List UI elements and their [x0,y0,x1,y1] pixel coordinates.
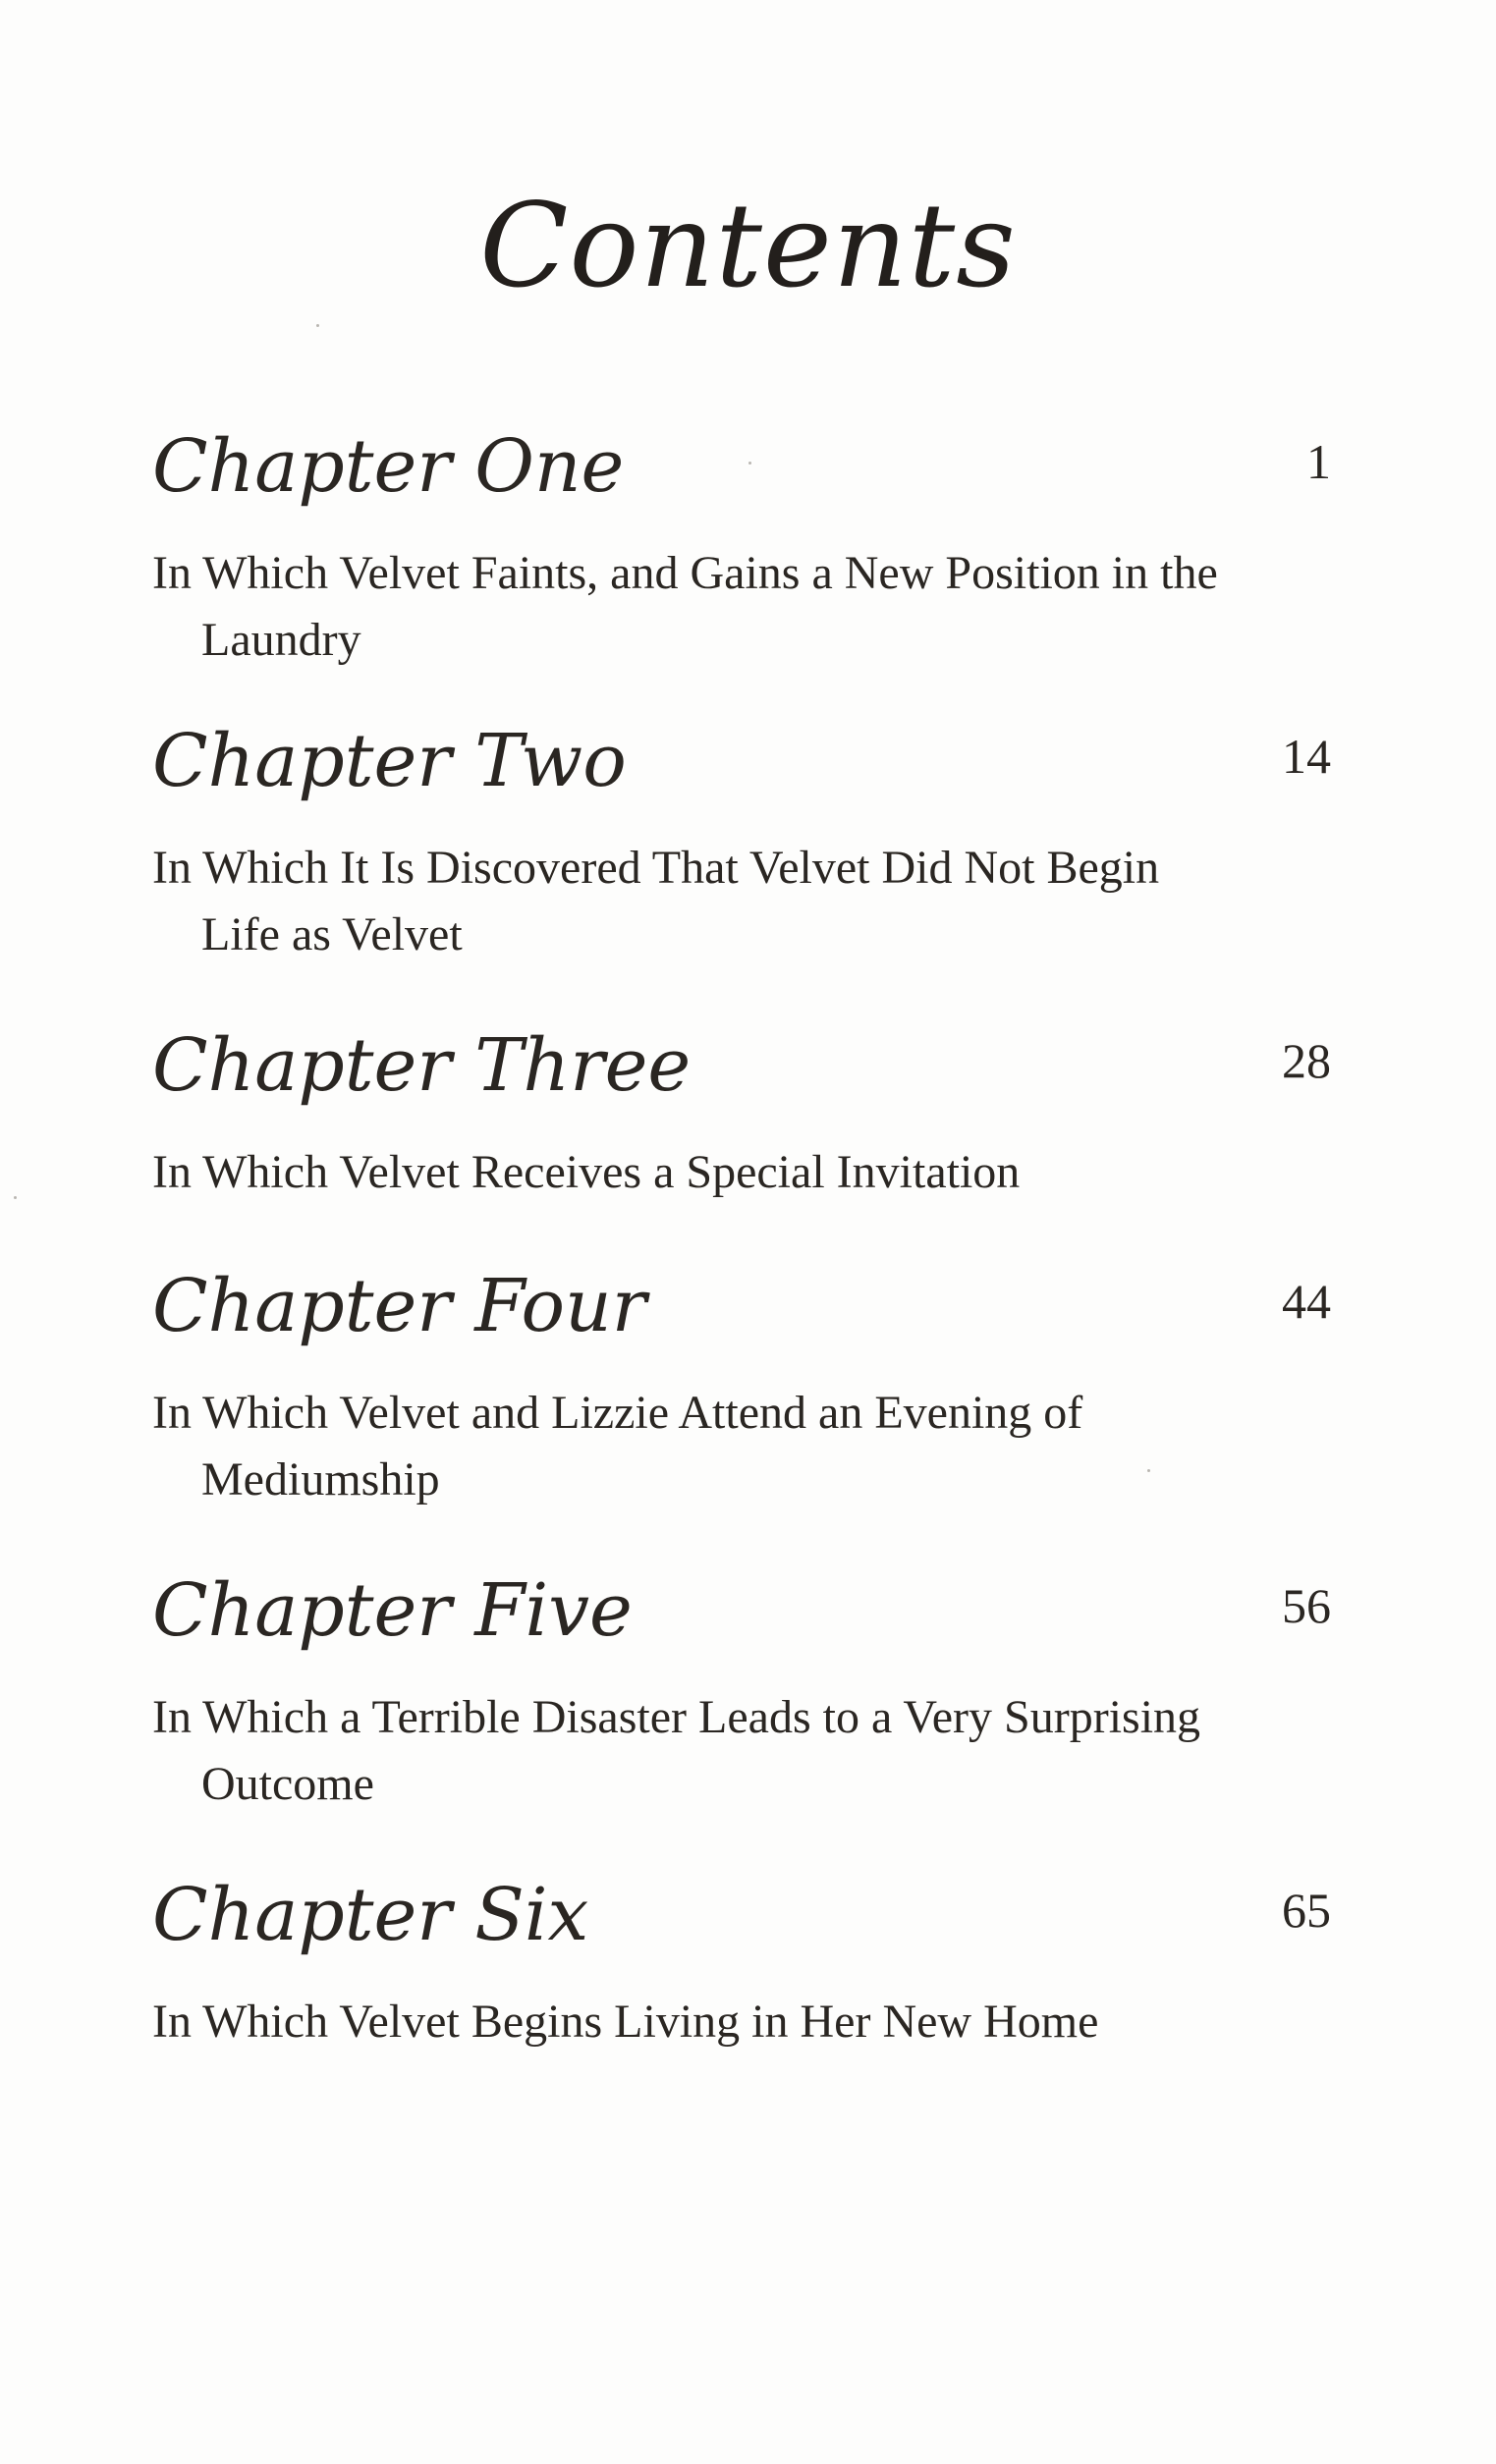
toc-entry-chapter-four [152,1232,1331,1537]
paper-speck [1147,1469,1150,1472]
page-title: Contents [479,178,1017,313]
page-number: 28 [1282,1033,1331,1088]
chapter-subtitle: In Which Velvet Faints, and Gains a New Position in the Laundry [152,547,1218,666]
chapter-row [152,1232,1331,1380]
toc-entry-chapter-six [152,1841,1331,2136]
chapter-row [152,1537,1331,1684]
chapter-heading: Chapter Three [152,1023,692,1108]
page-number: 65 [1282,1883,1331,1938]
toc-entry-chapter-one [152,393,1331,687]
chapter-subtitle: In Which a Terrible Disaster Leads to a Very Surprising Outcome [152,1691,1201,1810]
chapter-row [152,393,1331,540]
chapter-subtitle: In Which It Is Discovered That Velvet Did Not Begin Life as Velvet [152,842,1160,960]
chapter-heading: Chapter Four [152,1264,647,1348]
toc-entry-chapter-three [152,992,1331,1232]
chapter-subtitle: In Which Velvet Receives a Special Invitation [152,1146,1021,1198]
page-number: 44 [1282,1274,1331,1329]
page-number: 14 [1282,729,1331,784]
chapter-heading: Chapter Two [152,719,627,803]
chapter-heading: Chapter Six [152,1873,589,1957]
toc-entry-chapter-two [152,687,1331,992]
chapter-heading: Chapter One [152,424,625,509]
toc-entry-chapter-five [152,1537,1331,1841]
page-number: 56 [1282,1578,1331,1633]
chapter-row [152,687,1331,835]
paper-speck [14,1196,17,1199]
page-number: 1 [1306,434,1331,489]
chapter-subtitle: In Which Velvet and Lizzie Attend an Evening of Mediumship [152,1387,1083,1506]
paper-speck [748,462,751,465]
chapter-row [152,992,1331,1139]
chapter-row [152,1841,1331,1989]
table-of-contents [152,393,1331,2136]
paper-speck [316,324,319,327]
chapter-heading: Chapter Five [152,1568,633,1653]
chapter-subtitle: In Which Velvet Begins Living in Her New Home [152,1996,1099,2048]
